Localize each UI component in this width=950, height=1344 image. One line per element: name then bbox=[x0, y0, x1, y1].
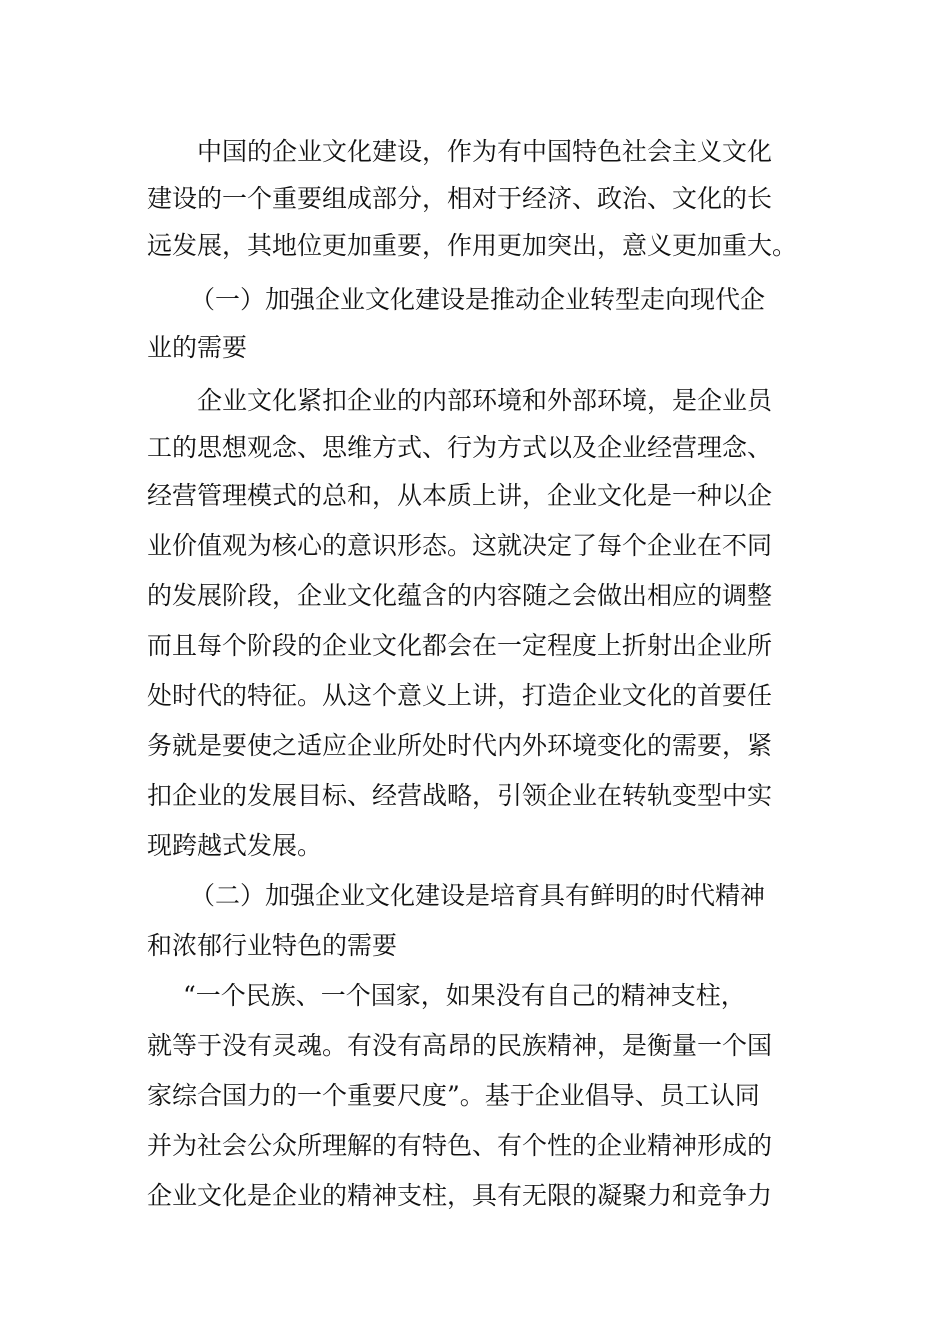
paragraph-1-line-2: 建设的一个重要组成部分，相对于经济、政治、文化的长 bbox=[147, 184, 773, 213]
paragraph-1-line-3: 远发展，其地位更加重要，作用更加突出，意义更加重大。 bbox=[147, 231, 798, 260]
heading-2-line-2: 和浓郁行业特色的需要 bbox=[147, 931, 398, 960]
paragraph-3-line-5: 企业文化是企业的精神支柱，具有无限的凝聚力和竞争力 bbox=[147, 1181, 773, 1210]
paragraph-2-line-9: 扣企业的发展目标、经营战略，引领企业在转轨变型中实 bbox=[147, 781, 773, 810]
paragraph-2-line-10: 现跨越式发展。 bbox=[147, 831, 323, 860]
paragraph-1-line-1: 中国的企业文化建设，作为有中国特色社会主义文化 bbox=[197, 137, 773, 166]
paragraph-2-line-1: 企业文化紧扣企业的内部环境和外部环境，是企业员 bbox=[197, 386, 773, 415]
heading-1-line-2: 业的需要 bbox=[147, 333, 248, 362]
paragraph-3-line-3: 家综合国力的一个重要尺度”。基于企业倡导、员工认同 bbox=[147, 1081, 760, 1110]
paragraph-2-line-8: 务就是要使之适应企业所处时代内外环境变化的需要，紧 bbox=[147, 731, 773, 760]
heading-2-line-1: （二）加强企业文化建设是培育具有鲜明的时代精神 bbox=[190, 881, 766, 910]
paragraph-3-line-1: “一个民族、一个国家，如果没有自己的精神支柱， bbox=[183, 981, 746, 1010]
paragraph-2-line-3: 经营管理模式的总和，从本质上讲，企业文化是一种以企 bbox=[147, 481, 773, 510]
heading-1-line-1: （一）加强企业文化建设是推动企业转型走向现代企 bbox=[190, 285, 766, 314]
paragraph-2-line-2: 工的思想观念、思维方式、行为方式以及企业经营理念、 bbox=[147, 433, 773, 462]
paragraph-3-line-2: 就等于没有灵魂。有没有高昂的民族精神，是衡量一个国 bbox=[147, 1031, 773, 1060]
paragraph-3-line-4: 并为社会公众所理解的有特色、有个性的企业精神形成的 bbox=[147, 1131, 773, 1160]
paragraph-2-line-4: 业价值观为核心的意识形态。这就决定了每个企业在不同 bbox=[147, 531, 773, 560]
paragraph-2-line-5: 的发展阶段，企业文化蕴含的内容随之会做出相应的调整 bbox=[147, 581, 773, 610]
paragraph-2-line-6: 而且每个阶段的企业文化都会在一定程度上折射出企业所 bbox=[147, 631, 773, 660]
paragraph-2-line-7: 处时代的特征。从这个意义上讲，打造企业文化的首要任 bbox=[147, 681, 773, 710]
